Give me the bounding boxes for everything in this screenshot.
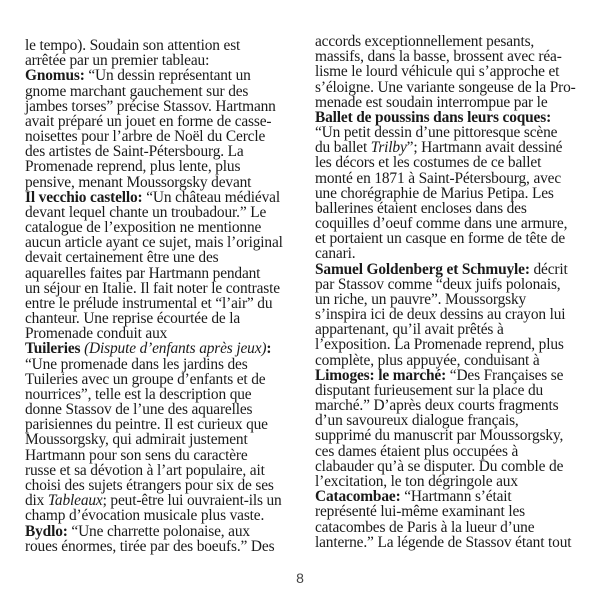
body-text: ballerines étaient encloses dans des bbox=[315, 199, 527, 217]
text-line bbox=[25, 402, 305, 417]
section-heading: Gnomus: bbox=[25, 67, 85, 85]
body-text: lisme le lourd véhicule qui s’approche et bbox=[315, 63, 560, 81]
body-text: nourrices”, telle est la description que bbox=[25, 385, 252, 403]
body-text: lanterne.” La légende de Stassov étant tout bbox=[315, 533, 572, 551]
text-line bbox=[315, 125, 595, 140]
text-line bbox=[315, 49, 595, 64]
text-line bbox=[25, 53, 305, 68]
text-line bbox=[315, 201, 595, 216]
body-text: ces dames étaient plus occupées à bbox=[315, 442, 519, 460]
body-text: une chorégraphie de Marius Petipa. Les bbox=[315, 184, 554, 202]
left-text-column bbox=[25, 38, 305, 554]
text-line bbox=[315, 444, 595, 459]
text-line bbox=[315, 292, 595, 307]
body-text: “Une promenade dans les jardins des bbox=[25, 355, 248, 373]
body-text: “Une charrette polonaise, aux bbox=[67, 522, 250, 540]
body-text: champ d’évocation musicale plus vaste. bbox=[25, 507, 265, 525]
body-text: russe et sa dévotion à l’art populaire, ait bbox=[25, 461, 265, 479]
text-line bbox=[25, 493, 305, 508]
text-line bbox=[315, 262, 595, 277]
body-text: des artistes de Saint-Pétersbourg. La bbox=[25, 143, 244, 161]
text-line bbox=[25, 175, 305, 190]
italic-text: Trilby bbox=[370, 139, 407, 157]
text-line bbox=[25, 463, 305, 478]
text-line bbox=[315, 520, 595, 535]
body-text: coquilles d’oeuf comme dans une armure, bbox=[315, 215, 568, 233]
text-line bbox=[25, 190, 305, 205]
body-text: ”; Hartmann avait dessiné bbox=[406, 139, 563, 157]
text-line bbox=[315, 171, 595, 186]
section-heading: Ballet de poussins dans leurs coques: bbox=[315, 108, 552, 126]
text-line bbox=[25, 220, 305, 235]
italic-text: Tableaux bbox=[47, 492, 103, 510]
body-text: devant lequel chante un troubadour.” Le bbox=[25, 203, 267, 221]
text-line bbox=[315, 110, 595, 125]
body-text: les décors et les costumes de ce ballet bbox=[315, 154, 542, 172]
body-text: disputant furieusement sur la place du bbox=[315, 381, 544, 399]
text-line bbox=[315, 353, 595, 368]
body-text: arrêtée par un premier tableau: bbox=[25, 52, 210, 70]
body-text: décrit bbox=[529, 260, 568, 278]
text-line bbox=[25, 68, 305, 83]
body-text: le tempo). Soudain son attention est bbox=[25, 37, 241, 54]
body-text: Moussorgsky, qui admirait justement bbox=[25, 431, 248, 449]
text-line bbox=[315, 246, 595, 261]
text-line bbox=[315, 95, 595, 110]
body-text: roues énormes, tirée par des boeufs.” Des bbox=[25, 537, 275, 555]
body-text: dix bbox=[25, 492, 48, 510]
body-text: “Un dessin représentant un bbox=[84, 67, 251, 85]
section-heading: Bydlo: bbox=[25, 522, 68, 540]
body-text: s’inspira ici de deux dessins au crayon lui bbox=[315, 306, 566, 324]
body-text: s’éloigne. Une variante songeuse de la Pro- bbox=[315, 78, 576, 96]
body-text: “Des Françaises se bbox=[446, 366, 564, 384]
body-text: supprimé du manuscrit par Moussorgsky, bbox=[315, 427, 564, 445]
text-line bbox=[315, 459, 595, 474]
text-line bbox=[25, 296, 305, 311]
text-line bbox=[25, 524, 305, 539]
section-heading: Tuileries bbox=[25, 340, 81, 358]
body-text: du ballet bbox=[315, 139, 371, 157]
text-line bbox=[25, 341, 305, 356]
text-line bbox=[25, 281, 305, 296]
italic-text: (Dispute d’enfants après jeux) bbox=[80, 340, 267, 358]
page-number: 8 bbox=[296, 570, 304, 586]
text-line bbox=[315, 383, 595, 398]
body-text: choisi des sujets étrangers pour six de ses bbox=[25, 476, 274, 494]
text-line bbox=[25, 99, 305, 114]
text-line bbox=[315, 231, 595, 246]
body-text: menade est soudain interrompue par le bbox=[315, 93, 548, 111]
text-line bbox=[25, 326, 305, 341]
body-text: aquarelles faites par Hartmann pendant bbox=[25, 264, 261, 282]
body-text: Promenade reprend, plus lente, plus bbox=[25, 158, 241, 176]
text-line bbox=[315, 140, 595, 155]
text-line bbox=[25, 266, 305, 281]
text-line bbox=[25, 539, 305, 554]
body-text: par Stassov comme “deux juifs polonais, bbox=[315, 275, 561, 293]
text-line bbox=[25, 84, 305, 99]
text-line bbox=[25, 38, 305, 53]
text-line bbox=[25, 311, 305, 326]
body-text: aucun article ayant ce sujet, mais l’original bbox=[25, 234, 283, 252]
text-line bbox=[315, 398, 595, 413]
body-text: gnome marchant gauchement sur des bbox=[25, 82, 249, 100]
text-line bbox=[315, 155, 595, 170]
body-text: Tuileries avec un groupe d’enfants et de bbox=[25, 370, 266, 388]
text-line bbox=[315, 368, 595, 383]
text-line bbox=[315, 504, 595, 519]
body-text: complète, plus appuyée, conduisant à bbox=[315, 351, 540, 369]
body-text: clabauder qu’à se disputer. Du comble de bbox=[315, 457, 564, 475]
text-line bbox=[25, 129, 305, 144]
body-text: donne Stassov de l’une des aquarelles bbox=[25, 401, 253, 419]
text-line bbox=[315, 489, 595, 504]
text-line bbox=[315, 535, 595, 550]
text-line bbox=[25, 250, 305, 265]
body-text: d’un savoureux dialogue français, bbox=[315, 412, 519, 430]
body-text: monté en 1871 à Saint-Pétersbourg, avec bbox=[315, 169, 562, 187]
text-line bbox=[25, 235, 305, 250]
body-text: appartenant, qu’il avait prêtés à bbox=[315, 321, 504, 339]
body-text: avait préparé un jouet en forme de casse- bbox=[25, 112, 272, 130]
section-heading: Il vecchio castello: bbox=[25, 188, 143, 206]
body-text: catalogue de l’exposition ne mentionne bbox=[25, 219, 262, 237]
body-text: massifs, dans la basse, brossent avec réa- bbox=[315, 48, 562, 66]
body-text: marché.” D’après deux courts fragments bbox=[315, 397, 559, 415]
body-text: un riche, un pauvre”. Moussorgsky bbox=[315, 290, 527, 308]
text-line bbox=[315, 428, 595, 443]
text-line bbox=[25, 114, 305, 129]
text-line bbox=[25, 387, 305, 402]
body-text: entre le prélude instrumental et “l’air” du bbox=[25, 294, 273, 312]
text-line bbox=[315, 322, 595, 337]
body-text: l’exposition. La Promenade reprend, plus bbox=[315, 336, 564, 354]
text-line bbox=[25, 144, 305, 159]
text-line bbox=[25, 432, 305, 447]
text-line bbox=[315, 277, 595, 292]
text-line bbox=[315, 80, 595, 95]
text-line bbox=[315, 413, 595, 428]
body-text: Hartmann pour son sens du caractère bbox=[25, 446, 248, 464]
text-line bbox=[315, 337, 595, 352]
body-text: chanteur. Une reprise écourtée de la bbox=[25, 310, 241, 328]
body-text: canari. bbox=[315, 245, 356, 263]
text-line bbox=[25, 478, 305, 493]
text-line bbox=[315, 307, 595, 322]
body-text: ; peut-être lui ouvraient-ils un bbox=[102, 492, 282, 510]
section-heading: Catacombae: bbox=[315, 488, 401, 506]
text-line bbox=[315, 64, 595, 79]
body-text: l’excitation, le ton dégringole aux bbox=[315, 472, 518, 490]
body-text: un séjour en Italie. Il fait noter le contraste bbox=[25, 279, 280, 297]
text-line bbox=[25, 448, 305, 463]
text-line bbox=[315, 186, 595, 201]
body-text: catacombes de Paris à la lueur d’une bbox=[315, 518, 535, 536]
text-line bbox=[25, 159, 305, 174]
section-heading: : bbox=[266, 340, 272, 358]
body-text: pensive, menant Moussorgsky devant bbox=[25, 173, 252, 191]
text-line bbox=[315, 216, 595, 231]
body-text: noisettes pour l’arbre de Noël du Cercle bbox=[25, 128, 266, 146]
body-text: “Hartmann s’était bbox=[400, 488, 512, 506]
text-line bbox=[315, 474, 595, 489]
right-text-column bbox=[315, 34, 595, 550]
text-line bbox=[25, 417, 305, 432]
body-text: accords exceptionnellement pesants, bbox=[315, 33, 535, 50]
body-text: “Un château médiéval bbox=[142, 188, 280, 206]
body-text: parisiennes du peintre. Il est curieux que bbox=[25, 416, 268, 434]
section-heading: Samuel Goldenberg et Schmuyle: bbox=[315, 260, 530, 278]
body-text: jambes torses” précise Stassov. Hartmann bbox=[25, 97, 276, 115]
text-line bbox=[315, 34, 595, 49]
text-line bbox=[25, 508, 305, 523]
body-text: devait certainement être une des bbox=[25, 249, 219, 267]
body-text: et portaient un casque en forme de tête de bbox=[315, 230, 566, 248]
section-heading: Limoges: le marché: bbox=[315, 366, 447, 384]
text-line bbox=[25, 372, 305, 387]
body-text: représenté lui-même examinant les bbox=[315, 503, 526, 521]
text-line bbox=[25, 205, 305, 220]
body-text: “Un petit dessin d’une pittoresque scène bbox=[315, 124, 558, 142]
body-text: Promenade conduit aux bbox=[25, 325, 168, 343]
text-line bbox=[25, 357, 305, 372]
